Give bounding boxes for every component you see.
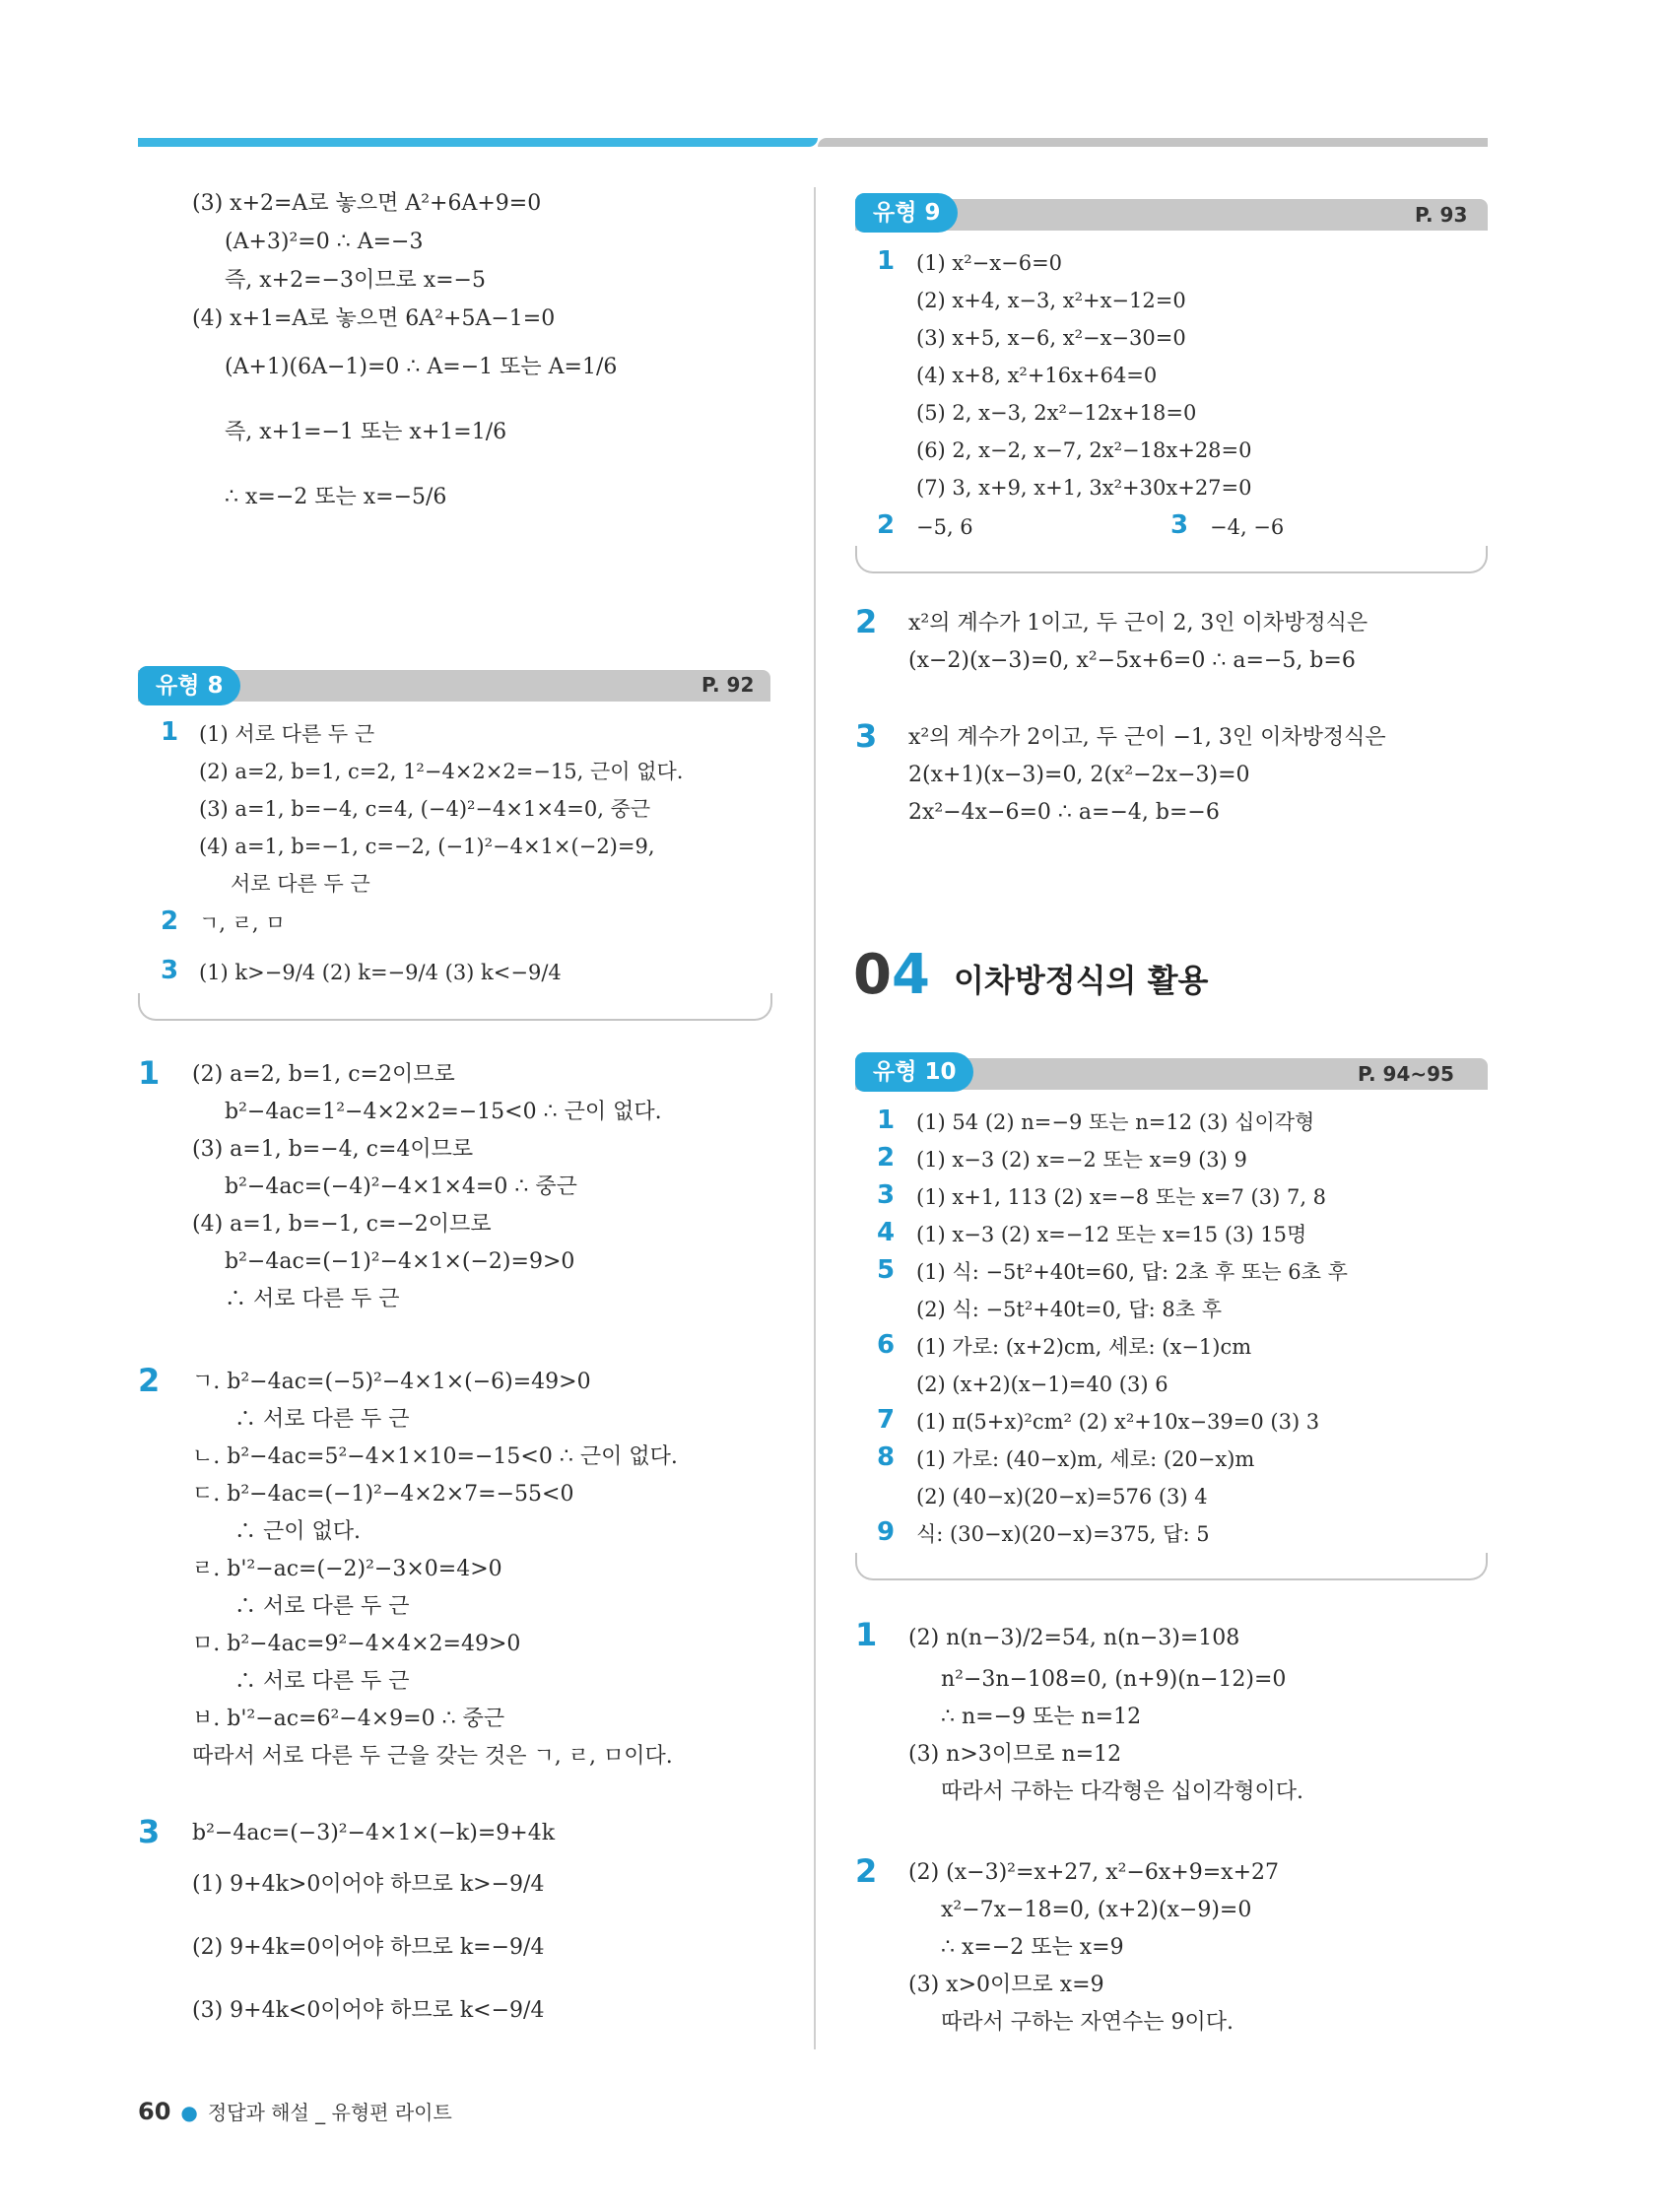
text-line: (7) 3, x+9, x+1, 3x²+30x+27=0	[916, 476, 1252, 500]
bullet-icon: ●	[180, 2101, 198, 2124]
text-line: (4) x+8, x²+16x+64=0	[916, 364, 1158, 387]
text-line: (2) (x−3)²=x+27, x²−6x+9=x+27	[908, 1860, 1279, 1885]
solution-number: 2	[138, 1362, 161, 1399]
text-line: −4, −6	[1210, 515, 1285, 539]
text-line: (3) 9+4k<0이어야 하므로 k<−9/4	[192, 1998, 545, 2023]
text-line: (2) a=2, b=1, c=2, 1²−4×2×2=−15, 근이 없다.	[199, 760, 684, 783]
text-line: b²−4ac=(−4)²−4×1×4=0 ∴ 중근	[225, 1174, 577, 1199]
page-footer	[138, 2097, 452, 2125]
answer-number: 6	[877, 1330, 896, 1360]
text-line: (2) 식: −5t²+40t=0, 답: 8초 후	[916, 1298, 1222, 1321]
text-line: (3) n>3이므로 n=12	[908, 1742, 1122, 1767]
text-line: (1) x−3 (2) x=−2 또는 x=9 (3) 9	[916, 1148, 1247, 1172]
text-line: (1) 54 (2) n=−9 또는 n=12 (3) 십이각형	[916, 1110, 1315, 1134]
answer-number: 1	[161, 717, 179, 747]
text-line: 즉, x+2=−3이므로 x=−5	[225, 268, 486, 293]
text-line: (2) a=2, b=1, c=2이므로	[192, 1062, 455, 1087]
text-line: x²−7x−18=0, (x+2)(x−9)=0	[941, 1898, 1252, 1922]
answer-number: 9	[877, 1517, 896, 1547]
text-line: (3) a=1, b=−4, c=4이므로	[192, 1137, 474, 1162]
type10-bottom-bracket	[855, 1553, 1488, 1580]
text-line: (3) x+5, x−6, x²−x−30=0	[916, 326, 1186, 350]
solution-number: 2	[855, 1852, 878, 1890]
answer-number: 1	[877, 1106, 896, 1135]
solution-number: 1	[138, 1054, 161, 1092]
answer-number: 3	[1170, 510, 1189, 540]
text-line: (1) 서로 다른 두 근	[199, 722, 375, 746]
text-line: x²의 계수가 2이고, 두 근이 −1, 3인 이차방정식은	[908, 725, 1386, 750]
text-line: ㅁ. b²−4ac=9²−4×4×2=49>0	[192, 1632, 521, 1656]
text-line: (1) x+1, 113 (2) x=−8 또는 x=7 (3) 7, 8	[916, 1185, 1327, 1209]
type9-page-ref: P. 93	[1415, 203, 1468, 227]
answer-number: 8	[877, 1442, 896, 1472]
answer-number: 2	[877, 1143, 896, 1173]
type10-badge: 유형 10	[855, 1052, 973, 1092]
answer-number: 7	[877, 1405, 896, 1435]
text-line: (A+1)(6A−1)=0 ∴ A=−1 또는 A=1/6	[225, 355, 618, 379]
text-line: 2(x+1)(x−3)=0, 2(x²−2x−3)=0	[908, 763, 1250, 787]
text-line: (5) 2, x−3, 2x²−12x+18=0	[916, 401, 1197, 425]
text-line: (2) (x+2)(x−1)=40 (3) 6	[916, 1373, 1168, 1396]
text-line: b²−4ac=(−3)²−4×1×(−k)=9+4k	[192, 1821, 556, 1845]
text-line: ∴ 서로 다른 두 근	[234, 1407, 410, 1432]
text-line: 즉, x+1=−1 또는 x+1=1/6	[225, 420, 507, 444]
text-line: (1) π(5+x)²cm² (2) x²+10x−39=0 (3) 3	[916, 1410, 1320, 1434]
text-line: (A+3)²=0 ∴ A=−3	[225, 230, 424, 254]
type8-badge: 유형 8	[138, 666, 240, 705]
text-line: 서로 다른 두 근	[231, 872, 370, 896]
text-line: (3) a=1, b=−4, c=4, (−4)²−4×1×4=0, 중근	[199, 797, 651, 821]
top-bar-right	[818, 138, 1488, 147]
text-line: ㄷ. b²−4ac=(−1)²−4×2×7=−55<0	[192, 1482, 574, 1507]
text-line: ∴ 서로 다른 두 근	[225, 1287, 400, 1311]
type8-page-ref: P. 92	[701, 673, 755, 697]
text-line: (3) x>0이므로 x=9	[908, 1973, 1104, 1997]
text-line: ㄱ. b²−4ac=(−5)²−4×1×(−6)=49>0	[192, 1370, 591, 1394]
text-line: ㅂ. b'²−ac=6²−4×9=0 ∴ 중근	[192, 1707, 505, 1731]
text-line: (4) x+1=A로 놓으면 6A²+5A−1=0	[192, 306, 556, 331]
text-line: (x−2)(x−3)=0, x²−5x+6=0 ∴ a=−5, b=6	[908, 648, 1356, 673]
text-line: (1) x²−x−6=0	[916, 251, 1063, 275]
text-line: ∴ 근이 없다.	[234, 1519, 361, 1544]
answer-number: 4	[877, 1218, 896, 1247]
text-line: 2x²−4x−6=0 ∴ a=−4, b=−6	[908, 800, 1220, 825]
top-bar-left	[138, 138, 818, 147]
answer-number: 3	[877, 1180, 896, 1210]
footer-text: 정답과 해설 _ 유형편 라이트	[207, 2101, 452, 2124]
type10-page-ref: P. 94~95	[1358, 1062, 1454, 1086]
answer-number: 2	[161, 906, 179, 936]
type8-bottom-bracket	[138, 993, 772, 1021]
text-line: (1) 식: −5t²+40t=60, 답: 2초 후 또는 6초 후	[916, 1260, 1348, 1284]
text-line: (1) 9+4k>0이어야 하므로 k>−9/4	[192, 1872, 545, 1897]
text-line: ㄱ, ㄹ, ㅁ	[199, 911, 286, 935]
answer-number: 1	[877, 246, 896, 276]
section-title: 이차방정식의 활용	[954, 962, 1209, 999]
type9-bottom-bracket	[855, 546, 1488, 573]
solution-number: 3	[855, 717, 878, 755]
text-line: (2) x+4, x−3, x²+x−12=0	[916, 289, 1186, 312]
text-line: −5, 6	[916, 515, 973, 539]
type9-badge: 유형 9	[855, 193, 958, 233]
text-line: b²−4ac=(−1)²−4×1×(−2)=9>0	[225, 1249, 575, 1274]
text-line: ∴ 서로 다른 두 근	[234, 1669, 410, 1694]
text-line: ∴ x=−2 또는 x=−5/6	[225, 485, 447, 509]
text-line: ∴ n=−9 또는 n=12	[941, 1705, 1142, 1729]
text-line: (2) 9+4k=0이어야 하므로 k=−9/4	[192, 1935, 545, 1960]
text-line: 식: (30−x)(20−x)=375, 답: 5	[916, 1522, 1210, 1546]
text-line: x²의 계수가 1이고, 두 근이 2, 3인 이차방정식은	[908, 611, 1368, 636]
page-number: 60	[138, 2098, 171, 2125]
text-line: n²−3n−108=0, (n+9)(n−12)=0	[941, 1667, 1287, 1692]
solution-number: 2	[855, 603, 878, 640]
text-line: (3) x+2=A로 놓으면 A²+6A+9=0	[192, 191, 542, 216]
solution-number: 1	[855, 1616, 878, 1653]
text-line: b²−4ac=1²−4×2×2=−15<0 ∴ 근이 없다.	[225, 1100, 662, 1124]
text-line: ㄹ. b'²−ac=(−2)²−3×0=4>0	[192, 1557, 502, 1581]
solution-number: 3	[138, 1813, 161, 1850]
text-line: (1) 가로: (40−x)m, 세로: (20−x)m	[916, 1447, 1255, 1471]
text-line: ∴ 서로 다른 두 근	[234, 1594, 410, 1619]
text-line: (1) k>−9/4 (2) k=−9/4 (3) k<−9/4	[199, 961, 562, 984]
answer-number: 2	[877, 510, 896, 540]
answer-number: 3	[161, 956, 179, 985]
text-line: (2) (40−x)(20−x)=576 (3) 4	[916, 1485, 1208, 1508]
answer-number: 5	[877, 1255, 896, 1285]
column-divider	[814, 187, 816, 2049]
text-line: (4) a=1, b=−1, c=−2이므로	[192, 1212, 492, 1237]
text-line: (4) a=1, b=−1, c=−2, (−1)²−4×1×(−2)=9,	[199, 835, 655, 858]
text-line: (6) 2, x−2, x−7, 2x²−18x+28=0	[916, 438, 1252, 462]
text-line: 따라서 구하는 다각형은 십이각형이다.	[941, 1779, 1304, 1804]
text-line: ㄴ. b²−4ac=5²−4×1×10=−15<0 ∴ 근이 없다.	[192, 1444, 678, 1469]
text-line: 따라서 구하는 자연수는 9이다.	[941, 2010, 1234, 2035]
text-line: (2) n(n−3)/2=54, n(n−3)=108	[908, 1626, 1240, 1650]
text-line: (1) x−3 (2) x=−12 또는 x=15 (3) 15명	[916, 1223, 1307, 1246]
text-line: ∴ x=−2 또는 x=9	[941, 1935, 1124, 1960]
section-number: 04	[853, 943, 930, 1007]
text-line: 따라서 서로 다른 두 근을 갖는 것은 ㄱ, ㄹ, ㅁ이다.	[192, 1744, 673, 1769]
text-line: (1) 가로: (x+2)cm, 세로: (x−1)cm	[916, 1335, 1252, 1359]
